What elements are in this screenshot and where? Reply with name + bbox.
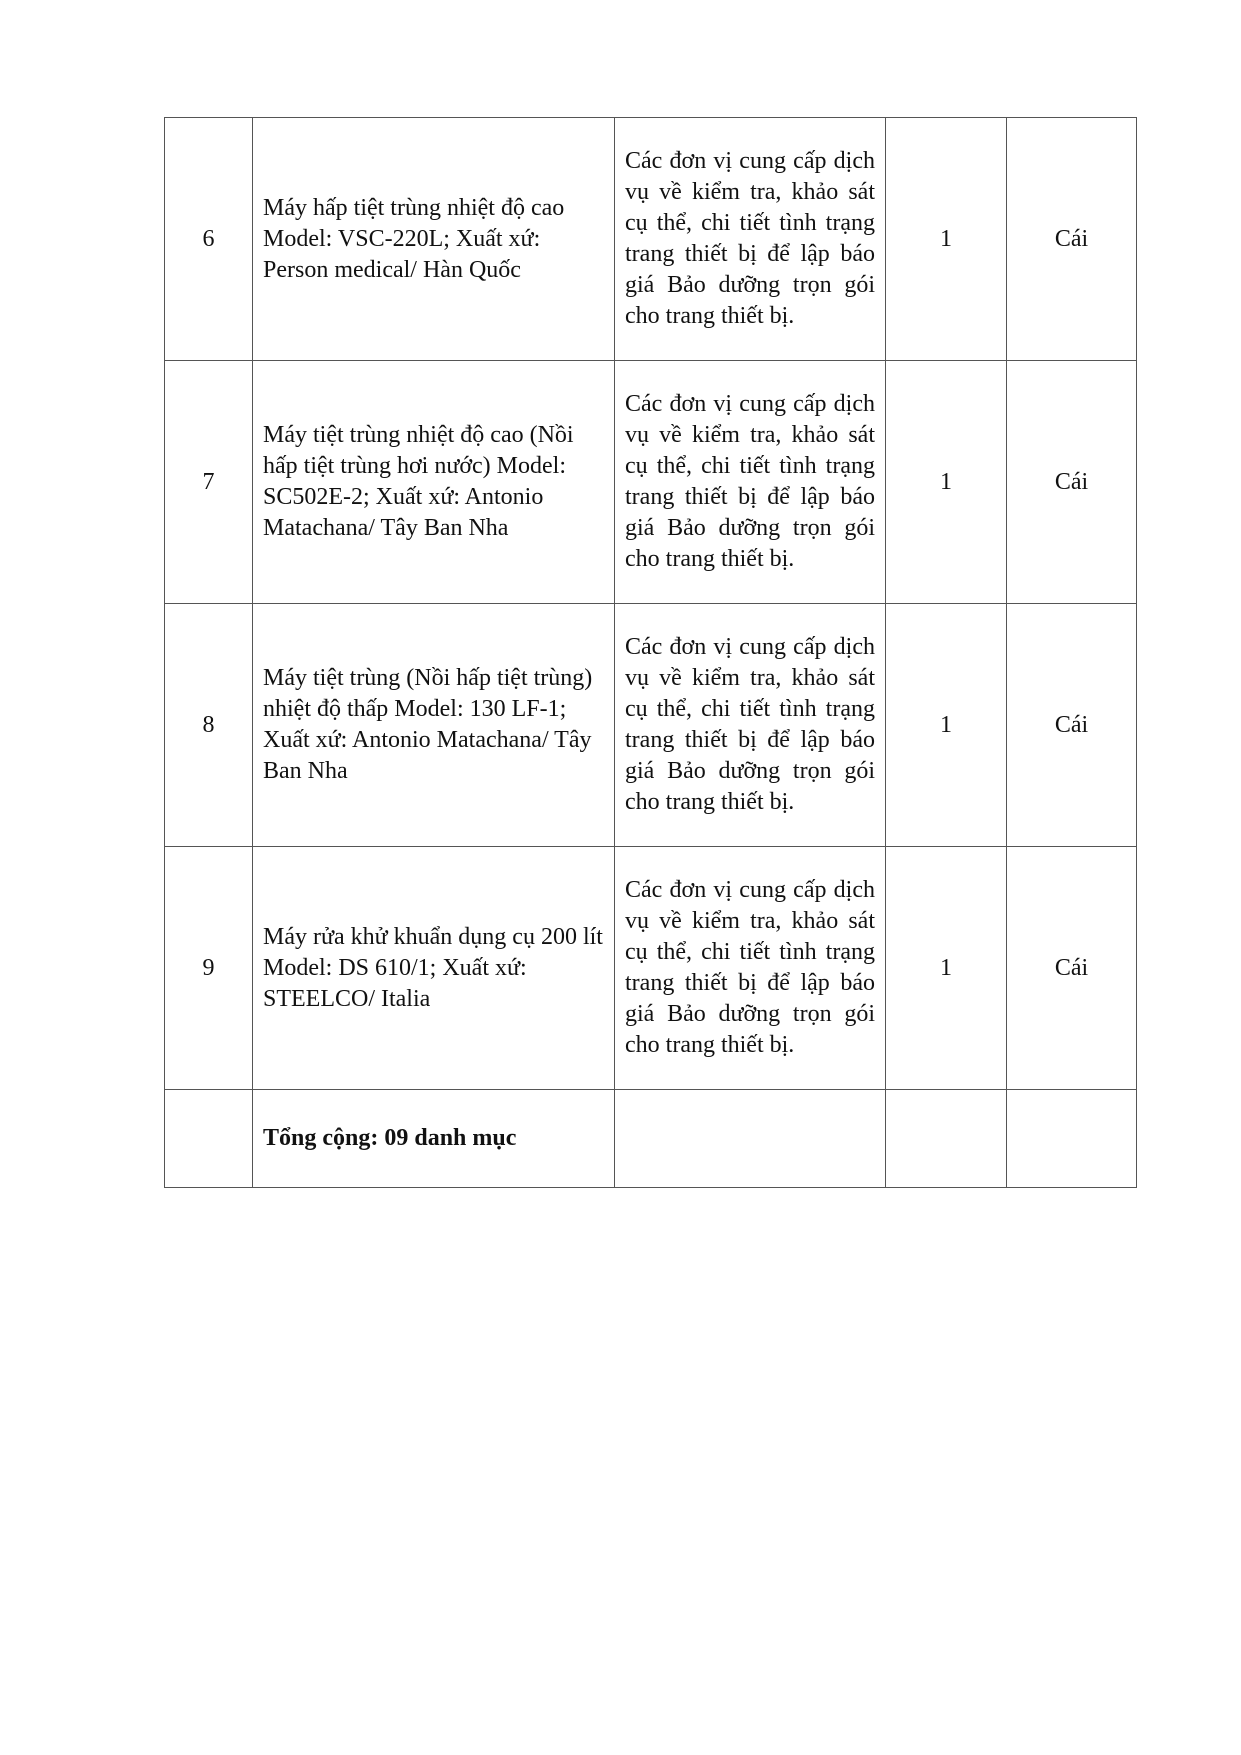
quantity: 1 xyxy=(886,118,1007,361)
unit: Cái xyxy=(1007,118,1137,361)
quantity: 1 xyxy=(886,604,1007,847)
row-number: 6 xyxy=(165,118,253,361)
equipment-name: Máy rửa khử khuẩn dụng cụ 200 lít Model: DS 610/1; Xuất xứ: STEELCO/ Italia xyxy=(253,847,615,1090)
table-row xyxy=(165,361,1137,604)
empty-cell xyxy=(165,1090,253,1188)
row-number: 7 xyxy=(165,361,253,604)
empty-cell xyxy=(1007,1090,1137,1188)
equipment-table xyxy=(164,117,1137,1188)
quantity: 1 xyxy=(886,847,1007,1090)
equipment-name: Máy tiệt trùng nhiệt độ cao (Nồi hấp tiệt trùng hơi nước) Model: SC502E-2; Xuất xứ: Antonio Matachana/ Tây Ban Nha xyxy=(253,361,615,604)
row-number: 8 xyxy=(165,604,253,847)
equipment-name: Máy tiệt trùng (Nồi hấp tiệt trùng) nhiệt độ thấp Model: 130 LF-1; Xuất xứ: Antonio Matachana/ Tây Ban Nha xyxy=(253,604,615,847)
table-row xyxy=(165,847,1137,1090)
service-description: Các đơn vị cung cấp dịch vụ về kiểm tra, khảo sát cụ thể, chi tiết tình trạng trang thiết bị để lập báo giá Bảo dưỡng trọn gói cho trang thiết bị. xyxy=(615,118,886,361)
unit: Cái xyxy=(1007,604,1137,847)
total-label: Tổng cộng: 09 danh mục xyxy=(253,1090,615,1188)
row-number: 9 xyxy=(165,847,253,1090)
quantity: 1 xyxy=(886,361,1007,604)
table-row xyxy=(165,604,1137,847)
table-row xyxy=(165,118,1137,361)
service-description: Các đơn vị cung cấp dịch vụ về kiểm tra, khảo sát cụ thể, chi tiết tình trạng trang thiết bị để lập báo giá Bảo dưỡng trọn gói cho trang thiết bị. xyxy=(615,847,886,1090)
equipment-name: Máy hấp tiệt trùng nhiệt độ cao Model: VSC-220L; Xuất xứ: Person medical/ Hàn Quốc xyxy=(253,118,615,361)
total-row xyxy=(165,1090,1137,1188)
unit: Cái xyxy=(1007,847,1137,1090)
empty-cell xyxy=(615,1090,886,1188)
unit: Cái xyxy=(1007,361,1137,604)
service-description: Các đơn vị cung cấp dịch vụ về kiểm tra, khảo sát cụ thể, chi tiết tình trạng trang thiết bị để lập báo giá Bảo dưỡng trọn gói cho trang thiết bị. xyxy=(615,361,886,604)
empty-cell xyxy=(886,1090,1007,1188)
service-description: Các đơn vị cung cấp dịch vụ về kiểm tra, khảo sát cụ thể, chi tiết tình trạng trang thiết bị để lập báo giá Bảo dưỡng trọn gói cho trang thiết bị. xyxy=(615,604,886,847)
